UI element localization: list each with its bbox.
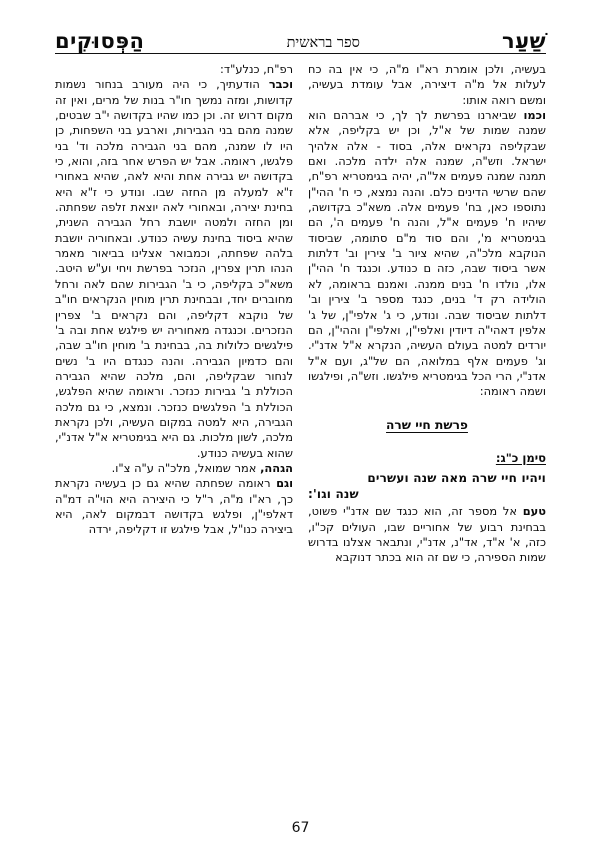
paragraph-body: בעשיה, ולכן אומרת רא"ו מ"ה, כי אין בה כח לעלות אל מ"ה דיצירה, אבל עומדת בעשיה, ומשם רואה אותו: — [308, 62, 546, 107]
paragraph-hagaha — [55, 461, 293, 476]
parasha-heading-block — [308, 417, 546, 503]
paragraph-body: ראומה שפחתה שהיא גם כן בעשיה נקראת כך, רא"ו מ"ה, ר"ל כי היצירה היא הוי"ה דמ"ה דאלפי"ן, ופלגש בקדושה דבמקום לאה, היא ביצירה כנו"ל, אבל פילגש זו דקליפה, ירדה — [55, 476, 293, 537]
paragraph-body: שביארנו בפרשת לך לך, כי אברהם הוא שמנה שמות של א"ל, וכן יש בקליפה, אלא שבקליפה נקראים אלה, בסוד - אלה אלהיך ישראל. וזש"ה, שמנה אלה ילדה מלכה. ואם תמנה שמנה פעמים אל"ה, יהיה בגימטריא רפ"ח, שהם שרשי הדינים כלם. והנה נמצא, כי ח' ההי"ן נתוספו כאן, בח' פעמים אלה. משא"כ בקדושה, שיהיו ח' פעמים א"ל, והנה ח' פעמים ה', הם בגימטריא מ', והם סוד מ"ם סתומה, שביסוד הנוקבא מלכ"ה, שהיא ציור ב' צירין וב' דלתות אשר ביסוד שבה, כזה ם כנודע. וכנגד ח' ההי"ן אלו, נולדו ח' בנים ממנה. ואמנם בראומה, לא הולידה רק ד' בנים, כנגד מספר ב' צירין וב' דלתות שביסוד שבה. ונודע, כי ג' אלפי"ן, של ג' אלפין דאהי"ה דיודין ואלפי"ן, ואלפי"ן וההי"ן, הם יורדים למטה בעולם העשיה, הנקרא א"ל אדנ"י. וג' פעמים אלף במלואה, הם של"ג, ועם א"ל אדנ"י, הרי הכל בגימטריא פילגשו. וזש"ה, ופילגשו ושמה ראומה: — [308, 108, 546, 399]
paragraph-uchmo — [308, 108, 546, 400]
text-columns — [55, 62, 546, 802]
paragraph-body: הודעתיך, כי היה מעורב בנחור נשמות קדושות, ומזה נמשך חו"ר בנות של מרים, ואין זה מקום דרוש זה. וכן כמו שהיו בקדושה י"ב שבטים, שמנה מהם בני הגבירות, וארבע בני השפחות, כן היו לו שמנה, מהם בני הגבירה מלכה וד' בני פלגשו, ראומה. אבל יש הפרש אחר בזה, והוא, כי בקדושה יש גבירה אחת והיא לאה, שהיא באחורי ז"א למעלה מן החזה שבו. ונודע כי ז"א היא בחינת יצירה, ובאחורי לאה יוצאת זלפה שפחתה. ומן החזה ולמטה יושבת רחל הגבירה השנית, שהיא ביסוד בחינת עשיה כנודע. ובאחוריה יושבת בלהה שפחתה, וכמבואר אצלינו בביאור מאמר הנהו תרין צפרין, הנזכר בפרשת ויחי וע"ש היטב. משא"כ בקליפה, כי ב' הגבירות שהם לאה ורחל מחוברים יחד, ובבחינת תרין מוחין הנקראים חו"ב של נוקבא דקליפה, והם נקראים ב' צפרין הנזכרים. וכנגדה מאחוריה יש פילגש אחת ובה ב' פילגשים כלולות בה, בבחינת ב' מוחין חו"ב שבה, והם כדמיון הגבירה. והנה כנגדם היו ב' נשים לנחור שבקליפה, והם, מלכה שהיא הגבירה הכוללת ב' גבירות כנזכר. וראומה שהיא הפלגש, הכוללת ב' הפלגשים כנזכר. ונמצא, כי גם מלכה הגבירה, היא למטה במקום העשיה, ולכן נקראת מלכה, לשון מלכות. גם היא בגימטריא א"ל אדנ"י, שהוא בעשיה כנודע. — [55, 77, 293, 460]
paragraph-lead-word: וכמו — [523, 108, 546, 123]
paragraph-body: אמר שמואל, מלכ"ה ע"ה צ"ו. — [111, 460, 261, 475]
page-number: 67 — [291, 820, 310, 836]
paragraph-continuation — [308, 62, 546, 108]
column-left — [308, 62, 546, 566]
opening-line: רפ"ח, כנלע"ד: — [220, 62, 293, 76]
paragraph-lead-word: וכבר — [268, 77, 293, 92]
running-head-row — [55, 22, 546, 54]
running-head — [55, 22, 546, 56]
book-title-right: שַׁעַר — [501, 29, 546, 53]
book-section-title: ספר בראשית — [286, 34, 360, 51]
paragraph-lead-word: וגם — [276, 476, 293, 491]
siman-label: סימן כ"ג: — [495, 450, 546, 465]
paragraph-body: אל מספר זה, הוא כנגד שם אדנ"י פשוט, בבחינת רבוע של אחוריים שבו, העולים קכ"ו, כזה, א' א"ד, אד"נ, אדנ"י, ונתבאר אצלנו בדרוש שמות הספירה, כי שם זה הוא בכתר דנוקבא — [308, 504, 546, 565]
verse-quote — [308, 470, 546, 503]
paragraph-vegam — [55, 476, 293, 537]
paragraph-taam — [308, 504, 546, 565]
book-title-left: הַפְּסוּקִים — [55, 29, 145, 53]
paragraph-lead-word: הגהה, — [260, 460, 293, 475]
parasha-title: פרשת חיי שרה — [386, 417, 468, 432]
paragraph-lead-word: טעם — [522, 504, 546, 519]
verse-tail-text: שנה וגו': — [308, 486, 359, 501]
verse-main-text: ויהיו חיי שרה מאה שנה ועשרים — [367, 470, 546, 485]
column-right — [55, 62, 293, 538]
paragraph-uchvar — [55, 77, 293, 461]
